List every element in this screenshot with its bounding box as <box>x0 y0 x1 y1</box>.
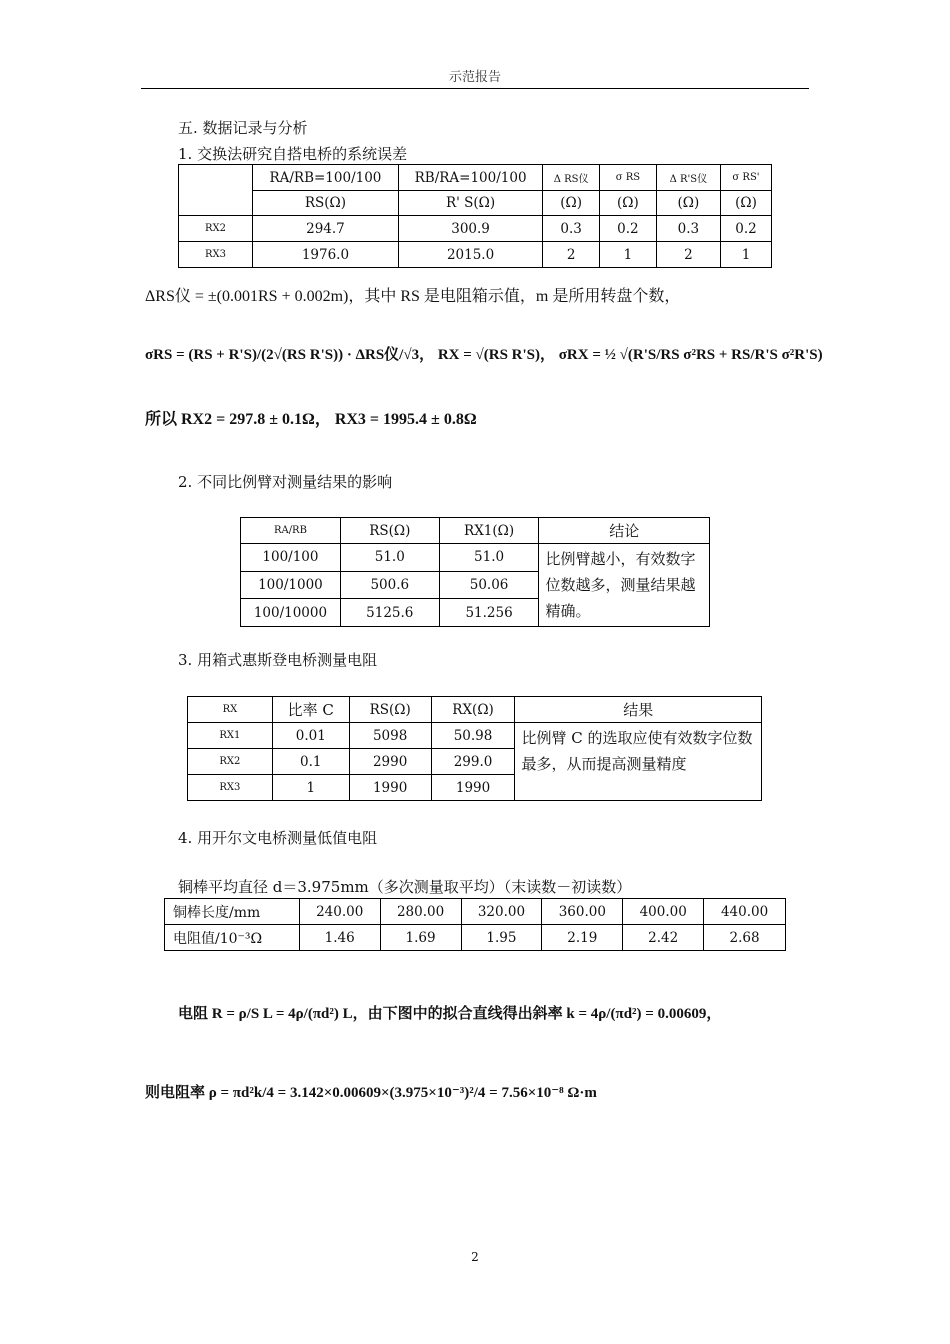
table-cell: 5125.6 <box>340 599 439 627</box>
resistivity-formula: 则电阻率 ρ = πd²k/4 = 3.142×0.00609×(3.975×10⁻³)²/4 = 7.56×10⁻⁸ Ω·m <box>145 1085 597 1101</box>
table-cell: 1.46 <box>299 925 380 951</box>
header-cell: σ RS' <box>720 165 771 191</box>
page-header: 示范报告 <box>448 70 501 85</box>
part1-title: 1. 交换法研究自搭电桥的系统误差 <box>178 145 408 163</box>
unit-cell: (Ω) <box>720 191 771 216</box>
table-cell: 500.6 <box>340 571 439 599</box>
table-row <box>165 925 786 951</box>
table-cell: 51.0 <box>340 544 439 572</box>
table-cell: 1 <box>272 775 349 801</box>
table-cell: 0.2 <box>720 216 771 242</box>
section-title: 五. 数据记录与分析 <box>178 119 308 137</box>
header-cell: σ RS <box>600 165 657 191</box>
table-cell: 0.2 <box>600 216 657 242</box>
header-cell: RB/RA=100/100 <box>398 165 542 191</box>
table-cell: 299.0 <box>431 749 515 775</box>
wheatstone-table <box>187 696 762 801</box>
result-cell: 比例臂 C 的选取应使有效数字位数最多，从而提高测量精度 <box>515 723 762 801</box>
header-cell: Δ R'S仪 <box>656 165 720 191</box>
table-cell: 2 <box>656 242 720 268</box>
page-number: 2 <box>471 1250 479 1264</box>
ratio-arm-table <box>240 517 710 627</box>
table-row <box>241 544 710 572</box>
header-cell: RS(Ω) <box>349 697 431 723</box>
header-cell: 比率 C <box>272 697 349 723</box>
table-unit-row <box>179 191 772 216</box>
unit-cell: (Ω) <box>543 191 600 216</box>
table-cell: 1 <box>600 242 657 268</box>
part4-title: 4. 用开尔文电桥测量低值电阻 <box>178 829 378 847</box>
resistance-formula: 电阻 R = ρ/S L = 4ρ/(πd²) L，由下图中的拟合直线得出斜率 k = 4ρ/(πd²) = 0.00609， <box>178 1006 722 1022</box>
table-corner-cell <box>179 165 253 216</box>
unit-cell: (Ω) <box>656 191 720 216</box>
result-formula: 所以 RX2 = 297.8 ± 0.1Ω， RX3 = 1995.4 ± 0.8Ω <box>145 411 477 428</box>
header-cell: RS(Ω) <box>340 518 439 544</box>
table-cell: 51.256 <box>439 599 539 627</box>
table-header-row <box>188 697 762 723</box>
row-label: 电阻值/10⁻³Ω <box>165 925 300 951</box>
unit-cell: RS(Ω) <box>252 191 398 216</box>
table-cell: 1990 <box>431 775 515 801</box>
table-cell: 1.95 <box>461 925 542 951</box>
header-cell: 结论 <box>539 518 710 544</box>
table-cell: 5098 <box>349 723 431 749</box>
header-cell: RX(Ω) <box>431 697 515 723</box>
table-cell: 0.01 <box>272 723 349 749</box>
table-cell: 1.69 <box>380 925 461 951</box>
table-row <box>179 216 772 242</box>
table-row <box>179 242 772 268</box>
header-rule <box>141 88 809 89</box>
conclusion-cell: 比例臂越小，有效数字位数越多，测量结果越精确。 <box>539 544 710 627</box>
table-cell: 2.19 <box>542 925 623 951</box>
row-label: RX2 <box>179 216 253 242</box>
sigma-formula: σRS = (RS + R'S)/(2√(RS R'S)) · ΔRS仪/√3， RX = √(RS R'S)， σRX = ½ √(R'S/RS σ²RS + RS/R'S σ²R'S) <box>145 347 823 363</box>
table-cell: 360.00 <box>542 899 623 925</box>
row-label: 铜棒长度/mm <box>165 899 300 925</box>
table-cell: 0.3 <box>543 216 600 242</box>
table-cell: 100/100 <box>241 544 341 572</box>
delta-formula: ΔRS仪 = ±(0.001RS + 0.002m)，其中 RS 是电阻箱示值，m 是所用转盘个数， <box>145 288 681 305</box>
table-header-row <box>179 165 772 191</box>
row-label: RX2 <box>188 749 273 775</box>
row-label: RX3 <box>179 242 253 268</box>
unit-cell: (Ω) <box>600 191 657 216</box>
table-cell: 50.06 <box>439 571 539 599</box>
table-cell: 100/10000 <box>241 599 341 627</box>
unit-cell: R' S(Ω) <box>398 191 542 216</box>
table-row <box>165 899 786 925</box>
table-cell: 1 <box>720 242 771 268</box>
table-cell: 51.0 <box>439 544 539 572</box>
table-cell: 240.00 <box>299 899 380 925</box>
table-cell: 100/1000 <box>241 571 341 599</box>
header-cell: RA/RB=100/100 <box>252 165 398 191</box>
header-cell: Δ RS仪 <box>543 165 600 191</box>
table-cell: 2015.0 <box>398 242 542 268</box>
table-cell: 1990 <box>349 775 431 801</box>
table-cell: 2.42 <box>623 925 704 951</box>
table-cell: 2.68 <box>704 925 786 951</box>
table-header-row <box>241 518 710 544</box>
table-cell: 440.00 <box>704 899 786 925</box>
table-cell: 294.7 <box>252 216 398 242</box>
part2-title: 2. 不同比例臂对测量结果的影响 <box>178 473 393 491</box>
table-cell: 280.00 <box>380 899 461 925</box>
table-cell: 2990 <box>349 749 431 775</box>
row-label: RX3 <box>188 775 273 801</box>
table-cell: 300.9 <box>398 216 542 242</box>
table-cell: 0.3 <box>656 216 720 242</box>
table-cell: 400.00 <box>623 899 704 925</box>
table-cell: 50.98 <box>431 723 515 749</box>
header-cell: RX1(Ω) <box>439 518 539 544</box>
diameter-note: 铜棒平均直径 d＝3.975mm（多次测量取平均）（末读数－初读数） <box>178 878 632 896</box>
header-cell: RA/RB <box>241 518 341 544</box>
part3-title: 3. 用箱式惠斯登电桥测量电阻 <box>178 651 378 669</box>
table-row <box>188 723 762 749</box>
table-cell: 320.00 <box>461 899 542 925</box>
table-cell: 2 <box>543 242 600 268</box>
table-cell: 0.1 <box>272 749 349 775</box>
kelvin-bridge-table <box>164 898 786 951</box>
exchange-method-table <box>178 164 772 268</box>
row-label: RX1 <box>188 723 273 749</box>
table-cell: 1976.0 <box>252 242 398 268</box>
header-cell: RX <box>188 697 273 723</box>
header-cell: 结果 <box>515 697 762 723</box>
